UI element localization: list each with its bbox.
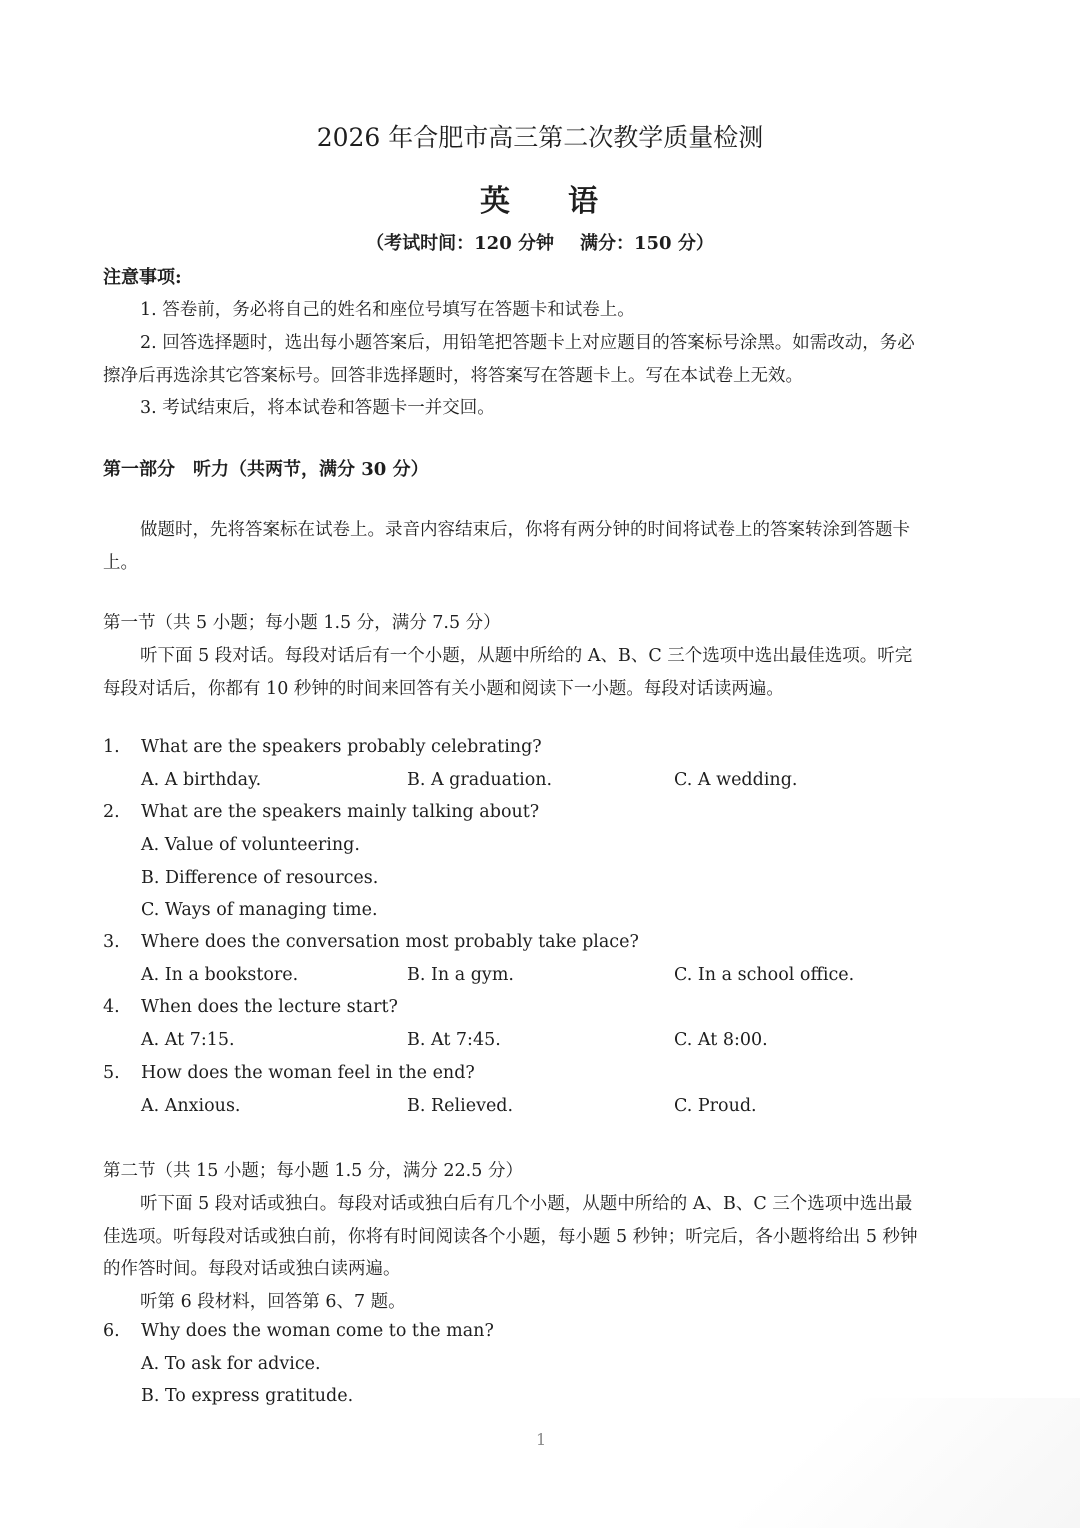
section2-instr-line-2: 佳选项。听每段对话或独白前，你将有时间阅读各个小题，每小题 5 秒钟；听完后，各小题将给出 5 秒钟 — [103, 1227, 918, 1247]
option-b: B. Difference of resources. — [141, 868, 379, 888]
option-a: A. Anxious. — [141, 1096, 241, 1116]
option-a: A. To ask for advice. — [141, 1354, 321, 1374]
notice-item-2-line-2: 擦净后再选涂其它答案标号。回答非选择题时，将答案写在答题卡上。写在本试卷上无效。 — [103, 366, 803, 386]
part1-intro-line-1: 做题时，先将答案标在试卷上。录音内容结束后，你将有两分钟的时间将试卷上的答案转涂到答题卡 — [140, 520, 910, 540]
question-number: 1. — [103, 737, 120, 757]
question-text: Why does the woman come to the man? — [141, 1321, 494, 1341]
exam-info — [0, 229, 1080, 255]
notice-item-2-line-1: 2. 回答选择题时，选出每小题答案后，用铅笔把答题卡上对应题目的答案标号涂黑。如需改动，务必 — [140, 333, 915, 353]
option-c: C. A wedding. — [674, 770, 798, 790]
question-text: What are the speakers probably celebrating? — [141, 737, 542, 757]
notice-heading: 注意事项: — [103, 267, 182, 288]
section1-instr-line-2: 每段对话后，你都有 10 秒钟的时间来回答有关小题和阅读下一小题。每段对话读两遍。 — [103, 679, 784, 699]
option-c: C. In a school office. — [674, 965, 855, 985]
section1-instr-line-1: 听下面 5 段对话。每段对话后有一个小题，从题中所给的 A、B、C 三个选项中选出最佳选项。听完 — [140, 646, 913, 666]
exam-title: 2026 年合肥市高三第二次教学质量检测 — [316, 123, 764, 152]
option-b: B. To express gratitude. — [141, 1386, 354, 1406]
question-number: 4. — [103, 997, 120, 1017]
section1-heading: 第一节（共 5 小题；每小题 1.5 分，满分 7.5 分） — [103, 613, 501, 633]
option-a: A. A birthday. — [141, 770, 262, 790]
scan-shadow — [700, 1398, 1080, 1528]
section2-instr-line-3: 的作答时间。每段对话或独白读两遍。 — [103, 1259, 401, 1279]
exam-score: 满分：150 分） — [580, 233, 714, 254]
notice-item-1: 1. 答卷前，务必将自己的姓名和座位号填写在答题卡和试卷上。 — [140, 300, 635, 320]
question-number: 3. — [103, 932, 120, 952]
option-b: B. Relieved. — [407, 1096, 514, 1116]
material-6-instruction: 听第 6 段材料，回答第 6、7 题。 — [140, 1292, 406, 1312]
section2-instr-line-1: 听下面 5 段对话或独白。每段对话或独白后有几个小题，从题中所给的 A、B、C 三个选项中选出最 — [140, 1194, 913, 1214]
question-number: 6. — [103, 1321, 120, 1341]
option-a: A. At 7:15. — [141, 1030, 235, 1050]
subject-char-1: 英 — [480, 184, 512, 219]
subject-title — [0, 176, 1080, 220]
exam-time: （考试时间：120 分钟 — [366, 233, 554, 254]
option-c: C. Proud. — [674, 1096, 757, 1116]
question-text: When does the lecture start? — [141, 997, 398, 1017]
question-number: 5. — [103, 1063, 120, 1083]
notice-item-3: 3. 考试结束后，将本试卷和答题卡一并交回。 — [140, 398, 495, 418]
option-a: A. In a bookstore. — [141, 965, 299, 985]
part1-intro-line-2: 上。 — [103, 553, 138, 573]
question-text: What are the speakers mainly talking about? — [141, 802, 540, 822]
part1-heading: 第一部分 听力（共两节，满分 30 分） — [103, 459, 429, 480]
option-a: A. Value of volunteering. — [141, 835, 360, 855]
subject-char-2: 语 — [568, 184, 600, 219]
page-number: 1 — [536, 1430, 547, 1449]
option-b: B. At 7:45. — [407, 1030, 501, 1050]
section2-heading: 第二节（共 15 小题；每小题 1.5 分，满分 22.5 分） — [103, 1161, 523, 1181]
option-b: B. A graduation. — [407, 770, 553, 790]
question-text: How does the woman feel in the end? — [141, 1063, 475, 1083]
option-c: C. Ways of managing time. — [141, 900, 378, 920]
question-text: Where does the conversation most probably take place? — [141, 932, 639, 952]
question-number: 2. — [103, 802, 120, 822]
option-c: C. At 8:00. — [674, 1030, 768, 1050]
option-b: B. In a gym. — [407, 965, 514, 985]
